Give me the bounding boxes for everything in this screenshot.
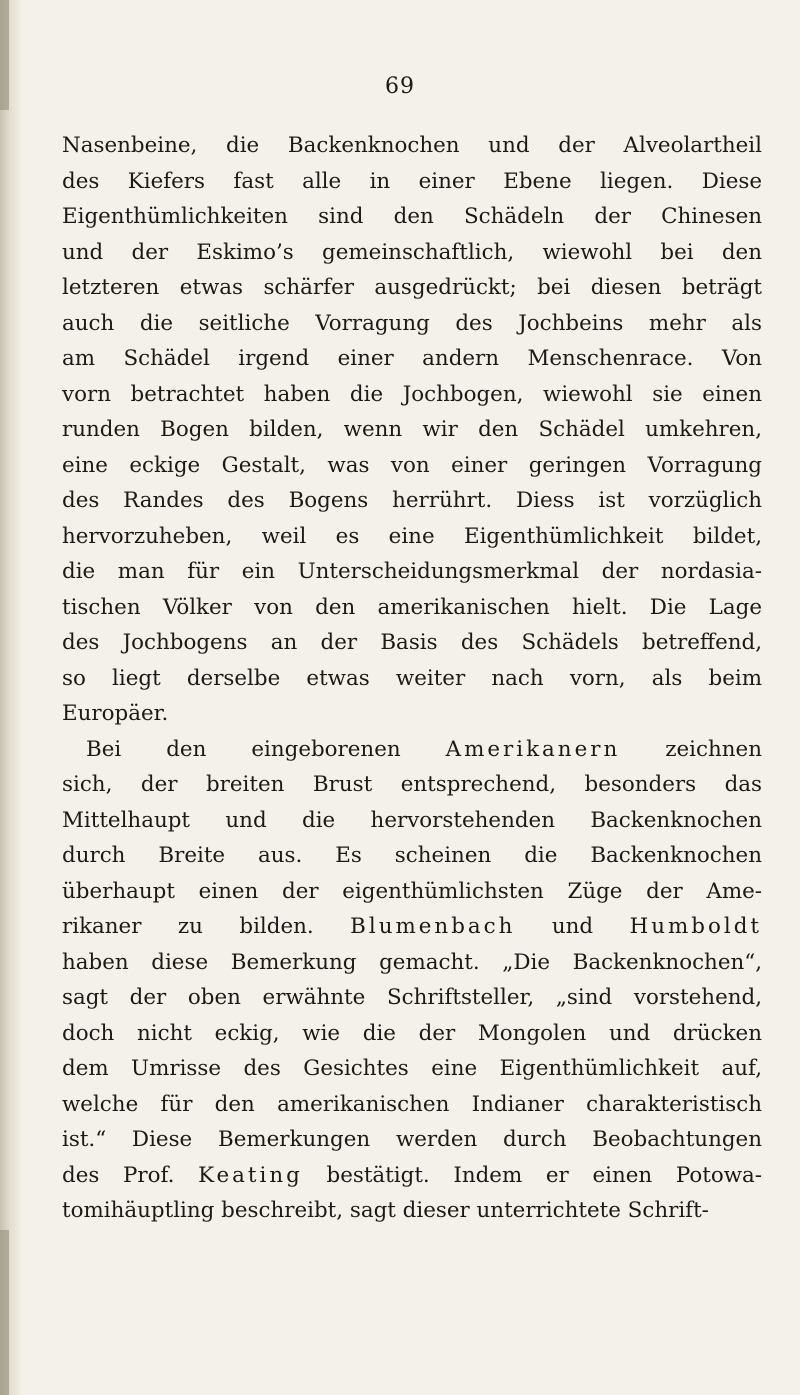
text-segment: auch die seitliche Vorragung des Jochbeins mehr als — [62, 310, 762, 336]
text-segment: hervorzuheben, weil es eine Eigenthümlichkeit bildet, — [62, 523, 762, 549]
text-segment: Eigenthümlichkeiten sind den Schädeln der Chinesen — [62, 204, 762, 229]
text-segment: die man für ein Unterscheidungsmerkmal der nordasia- — [62, 559, 762, 584]
text-line — [62, 1193, 762, 1229]
text-segment: letzteren etwas schärfer ausgedrückt; bei diesen beträgt — [62, 275, 762, 300]
spaced-name: Amerikanern — [445, 736, 621, 762]
text-line — [62, 909, 762, 945]
text-line — [62, 1122, 762, 1158]
text-segment: so liegt derselbe etwas weiter nach vorn, als beim — [62, 665, 762, 691]
text-segment: durch Breite aus. Es scheinen die Backenknochen — [62, 843, 762, 868]
text-segment: Europäer. — [62, 701, 169, 726]
text-segment: des Kiefers fast alle in einer Ebene liegen. Diese — [62, 168, 762, 194]
text-line — [62, 696, 762, 732]
text-segment: dem Umrisse des Gesichtes eine Eigenthümlichkeit auf, — [62, 1056, 762, 1081]
text-line — [62, 448, 762, 484]
text-line — [62, 1051, 762, 1087]
text-line — [62, 874, 762, 910]
text-line — [62, 767, 762, 803]
text-segment: des Jochbogens an der Basis des Schädels betreffend, — [62, 630, 762, 655]
text-line — [62, 945, 762, 981]
text-segment: sagt der oben erwähnte Schriftsteller, „sind vorstehend, — [62, 985, 762, 1010]
text-line — [62, 838, 762, 874]
text-segment: welche für den amerikanischen Indianer charakteristisch — [62, 1091, 762, 1117]
binding-mark-bottom — [0, 1230, 9, 1395]
text-segment: überhaupt einen der eigenthümlichsten Züge der Ame- — [62, 878, 762, 904]
text-line — [62, 625, 762, 661]
text-segment: und — [515, 914, 630, 939]
text-segment: eine eckige Gestalt, was von einer geringen Vorragung — [62, 452, 762, 478]
text-line — [62, 554, 762, 590]
text-segment: sich, der breiten Brust entsprechend, besonders das — [62, 772, 762, 797]
text-line — [62, 483, 762, 519]
text-line — [62, 803, 762, 839]
text-line — [62, 235, 762, 271]
text-line — [62, 306, 762, 342]
text-segment: bestätigt. Indem er einen Potowa- — [302, 1162, 762, 1188]
text-segment: zeichnen — [620, 736, 762, 762]
text-segment: doch nicht eckig, wie die der Mongolen und drücken — [62, 1020, 762, 1046]
text-segment: runden Bogen bilden, wenn wir den Schädel umkehren, — [62, 417, 762, 442]
spaced-name: Blumenbach — [350, 914, 516, 939]
text-segment: Mittelhaupt und die hervorstehenden Backenknochen — [62, 807, 762, 833]
text-line — [62, 164, 762, 200]
text-line — [62, 1016, 762, 1052]
page-number: 69 — [385, 74, 415, 99]
text-segment: Nasenbeine, die Backenknochen und der Alveolartheil — [62, 133, 762, 158]
text-line — [62, 732, 762, 768]
text-segment: tomihäuptling beschreibt, sagt dieser unterrichtete Schrift- — [62, 1198, 709, 1223]
body-text — [62, 128, 762, 1229]
text-segment: haben diese Bemerkung gemacht. „Die Backenknochen“, — [62, 949, 762, 975]
text-segment: tischen Völker von den amerikanischen hielt. Die Lage — [62, 594, 762, 620]
text-line — [62, 590, 762, 626]
text-line — [62, 377, 762, 413]
text-segment: des Randes des Bogens herrührt. Diess ist vorzüglich — [62, 488, 762, 513]
text-line — [62, 1087, 762, 1123]
text-line — [62, 199, 762, 235]
text-line — [62, 128, 762, 164]
text-segment: am Schädel irgend einer andern Menschenrace. Von — [62, 346, 762, 371]
text-line — [62, 980, 762, 1016]
page-left-edge-shadow — [0, 0, 22, 1395]
text-segment: vorn betrachtet haben die Jochbogen, wiewohl sie einen — [62, 381, 762, 407]
text-line — [62, 341, 762, 377]
text-line — [62, 412, 762, 448]
text-segment: rikaner zu bilden. — [62, 914, 351, 939]
text-line — [62, 1158, 762, 1194]
text-segment: des Prof. — [62, 1162, 199, 1188]
spaced-name: Humboldt — [629, 914, 762, 939]
text-segment: Bei den eingeborenen — [86, 736, 446, 762]
text-segment: und der Eskimo’s gemeinschaftlich, wiewohl bei den — [62, 239, 762, 265]
text-line — [62, 661, 762, 697]
text-segment: ist.“ Diese Bemerkungen werden durch Beobachtungen — [62, 1127, 762, 1152]
text-line — [62, 519, 762, 555]
spaced-name: Keating — [198, 1162, 303, 1188]
text-line — [62, 270, 762, 306]
